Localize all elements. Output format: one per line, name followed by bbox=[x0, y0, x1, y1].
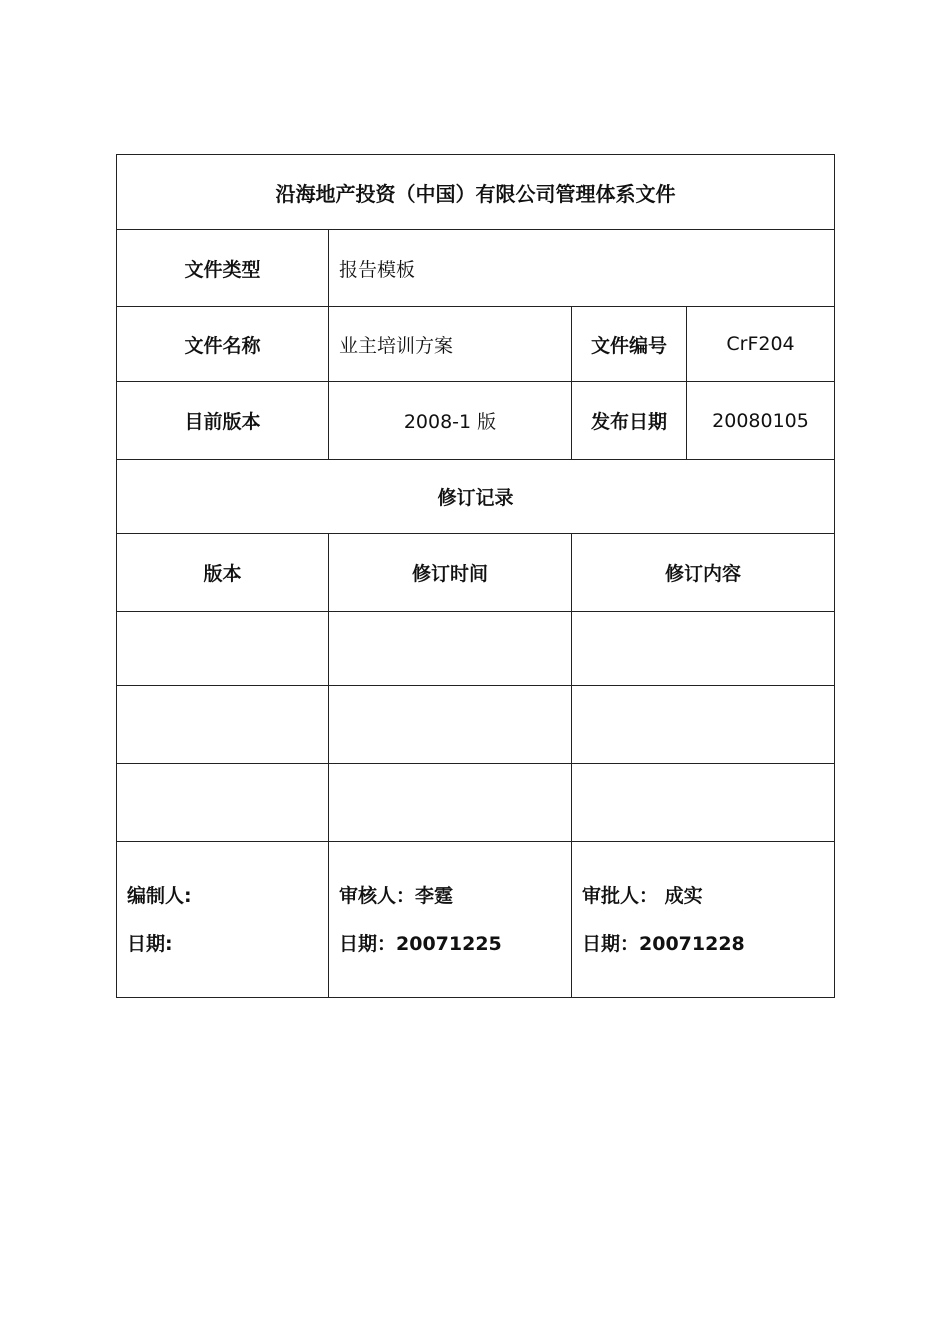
table-row bbox=[117, 686, 835, 764]
revision-record-title: 修订记录 bbox=[117, 460, 835, 534]
approved-by-cell bbox=[572, 842, 835, 998]
revision-cell bbox=[117, 686, 329, 764]
reviewed-by-cell bbox=[329, 842, 572, 998]
approved-by-label: 审批人： 成实 bbox=[582, 885, 703, 907]
release-date-value: 20080105 bbox=[687, 382, 835, 460]
doc-name-value: 业主培训方案 bbox=[329, 307, 572, 382]
approved-date-label: 日期：20071228 bbox=[582, 933, 745, 955]
doc-number-label: 文件编号 bbox=[572, 307, 687, 382]
current-version-label: 目前版本 bbox=[117, 382, 329, 460]
revision-cell bbox=[329, 612, 572, 686]
document-title: 沿海地产投资（中国）有限公司管理体系文件 bbox=[117, 155, 835, 230]
table-row bbox=[117, 612, 835, 686]
prepared-date-label: 日期: bbox=[127, 933, 173, 955]
revision-cell bbox=[329, 686, 572, 764]
doc-type-label: 文件类型 bbox=[117, 230, 329, 307]
doc-name-label: 文件名称 bbox=[117, 307, 329, 382]
revision-cell bbox=[329, 764, 572, 842]
table-row bbox=[117, 764, 835, 842]
revision-col-time: 修订时间 bbox=[329, 534, 572, 612]
revision-cell bbox=[572, 612, 835, 686]
reviewed-date-label: 日期：20071225 bbox=[339, 933, 502, 955]
release-date-label: 发布日期 bbox=[572, 382, 687, 460]
revision-cell bbox=[117, 764, 329, 842]
prepared-by-cell bbox=[117, 842, 329, 998]
revision-cell bbox=[572, 686, 835, 764]
revision-col-version: 版本 bbox=[117, 534, 329, 612]
doc-number-value: CrF204 bbox=[687, 307, 835, 382]
revision-col-content: 修订内容 bbox=[572, 534, 835, 612]
document-control-table bbox=[116, 154, 835, 998]
revision-cell bbox=[117, 612, 329, 686]
prepared-by-label: 编制人: bbox=[127, 885, 192, 907]
current-version-value: 2008-1 版 bbox=[329, 382, 572, 460]
revision-cell bbox=[572, 764, 835, 842]
doc-type-value: 报告模板 bbox=[329, 230, 835, 307]
reviewed-by-label: 审核人：李霆 bbox=[339, 885, 454, 907]
